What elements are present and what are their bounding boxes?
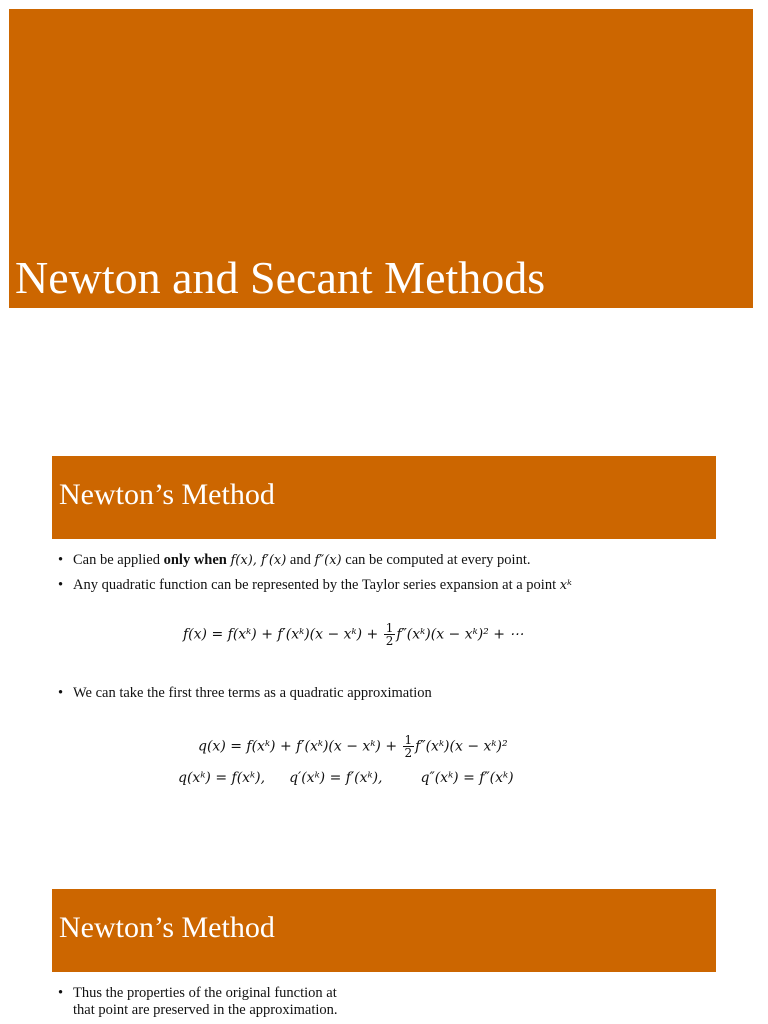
quadratic-approximation-equation: q(x) = f(xᵏ) + f′(xᵏ)(x − xᵏ) + $\frac{1}{2}$ f″(xᵏ)(x − xᵏ)² <box>198 733 508 760</box>
presentation-title: Newton and Secant Methods <box>15 252 546 304</box>
matching-conditions-equation: q(xᵏ) = f(xᵏ), q′(xᵏ) = f′(xᵏ), q″(xᵏ) = f″(xᵏ) <box>178 770 514 786</box>
slide-1-bullet-3: • We can take the first three terms as a quadratic approximation <box>58 685 432 701</box>
fraction-one-half: $\frac{1}{2}$ <box>404 733 413 760</box>
slide-2-heading: Newton’s Method <box>59 911 275 944</box>
bullet-dot: • <box>58 552 64 568</box>
bullet-dot: • <box>58 577 64 593</box>
taylor-series-equation: f(x) = f(xᵏ) + f′(xᵏ)(x − xᵏ) + $\frac{1}{2}$ f″(xᵏ)(x − xᵏ)² + ⋯ <box>183 621 524 648</box>
slide-1-bullet-2: • Any quadratic function can be represented by the Taylor series expansion at a point xᵏ <box>58 577 572 593</box>
bullet-dot: • <box>58 985 64 1001</box>
slide-1-bullet-1: • Can be applied only when f(x), f′(x) and f″(x) can be computed at every point. <box>58 552 531 568</box>
slide-1-heading: Newton’s Method <box>59 478 275 511</box>
fraction-one-half: $\frac{1}{2}$ <box>385 621 394 648</box>
slide-2-header <box>52 889 716 972</box>
slide-2-bullet-1: • Thus the properties of the original function at that point are preserved in the approximation. <box>58 985 338 1018</box>
bullet-dot: • <box>58 685 64 701</box>
slide-1-header <box>52 456 716 539</box>
title-banner <box>9 9 753 308</box>
